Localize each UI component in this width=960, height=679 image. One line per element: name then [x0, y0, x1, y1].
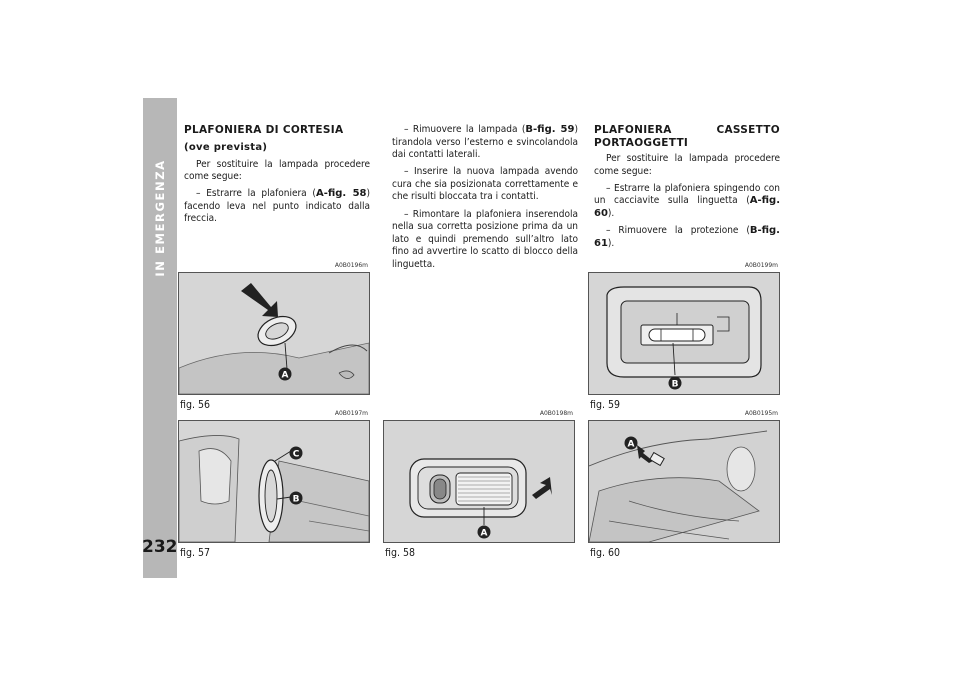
text: – Rimuovere la protezione ( — [606, 224, 750, 236]
callout-b: B — [671, 379, 679, 390]
paragraph: Per sostituire la lampada procedere come segue: — [184, 158, 370, 183]
paragraph: – Inserire la nuova lampada avendo cura che sia posizionata correttamente e che risulti bloccata tra i contatti. — [392, 166, 578, 203]
text: ) facendo leva nel punto indicato dalla freccia. — [184, 188, 371, 225]
figure-image — [178, 420, 370, 543]
figure-image — [588, 420, 780, 543]
courtesy-light-removal-illustration — [384, 421, 574, 542]
heading-glovebox-light: PLAFONIERA CASSETTO PORTAOGGETTI — [594, 124, 780, 149]
text: ). — [607, 237, 615, 249]
figure-caption: fig. 58 — [385, 547, 415, 559]
heading-courtesy-light: PLAFONIERA DI CORTESIA — [184, 124, 344, 136]
paragraph — [594, 225, 780, 250]
figure-image — [178, 272, 370, 395]
subheading-optional: (ove prevista) — [184, 141, 268, 153]
text: – Estrarre la plafoniera spingendo con un cacciavite sulla linguetta ( — [594, 182, 780, 207]
lamp-removal-illustration — [589, 273, 779, 394]
section-title-text: IN EMERGENZA — [153, 159, 167, 277]
figure-reference: B-fig. 61 — [594, 224, 780, 249]
figure-image — [383, 420, 575, 543]
column-1 — [184, 124, 370, 231]
text: ). — [607, 207, 615, 219]
figure-caption: fig. 59 — [590, 399, 620, 411]
paragraph: Per sostituire la lampada procedere come segue: — [594, 153, 780, 177]
figure-reference: B-fig. 59 — [525, 124, 575, 135]
figure-caption: fig. 57 — [180, 547, 210, 559]
callout-a: A — [281, 370, 289, 381]
page-number: 232 — [142, 537, 178, 557]
figure-code: A0B0198m — [539, 410, 573, 417]
courtesy-light-illustration — [179, 273, 369, 394]
figure-code: A0B0199m — [744, 262, 778, 269]
glovebox-light-illustration — [589, 421, 779, 542]
callout-b: B — [292, 494, 300, 505]
paragraph — [184, 188, 370, 226]
callout-a: A — [627, 439, 635, 450]
callout-c: C — [292, 449, 300, 460]
text: ) tirandola verso l’esterno e svincolandola dai contatti laterali. — [392, 124, 578, 161]
text: – Estrarre la plafoniera ( — [196, 188, 316, 200]
figure-code: A0B0196m — [334, 262, 368, 269]
paragraph — [594, 183, 780, 221]
section-title — [143, 118, 177, 318]
figure-image — [588, 272, 780, 395]
figure-caption: fig. 60 — [590, 547, 620, 559]
figure-code: A0B0195m — [744, 410, 778, 417]
figure-caption: fig. 56 — [180, 399, 210, 411]
door-light-illustration — [179, 421, 369, 542]
callout-a: A — [480, 528, 488, 539]
text: – Rimuovere la lampada ( — [404, 124, 526, 135]
column-2 — [392, 124, 578, 276]
figure-code: A0B0197m — [334, 410, 368, 417]
figure-reference: A-fig. 60 — [594, 195, 780, 219]
paragraph: – Rimontare la plafoniera inserendola nella sua corretta posizione prima da un lato e quindi premendo sull’altro lato fino ad avvertire lo scatto di blocco della linguetta. — [392, 208, 578, 270]
paragraph — [392, 124, 578, 162]
column-3 — [594, 124, 780, 255]
figure-reference: A-fig. 58 — [315, 188, 367, 200]
